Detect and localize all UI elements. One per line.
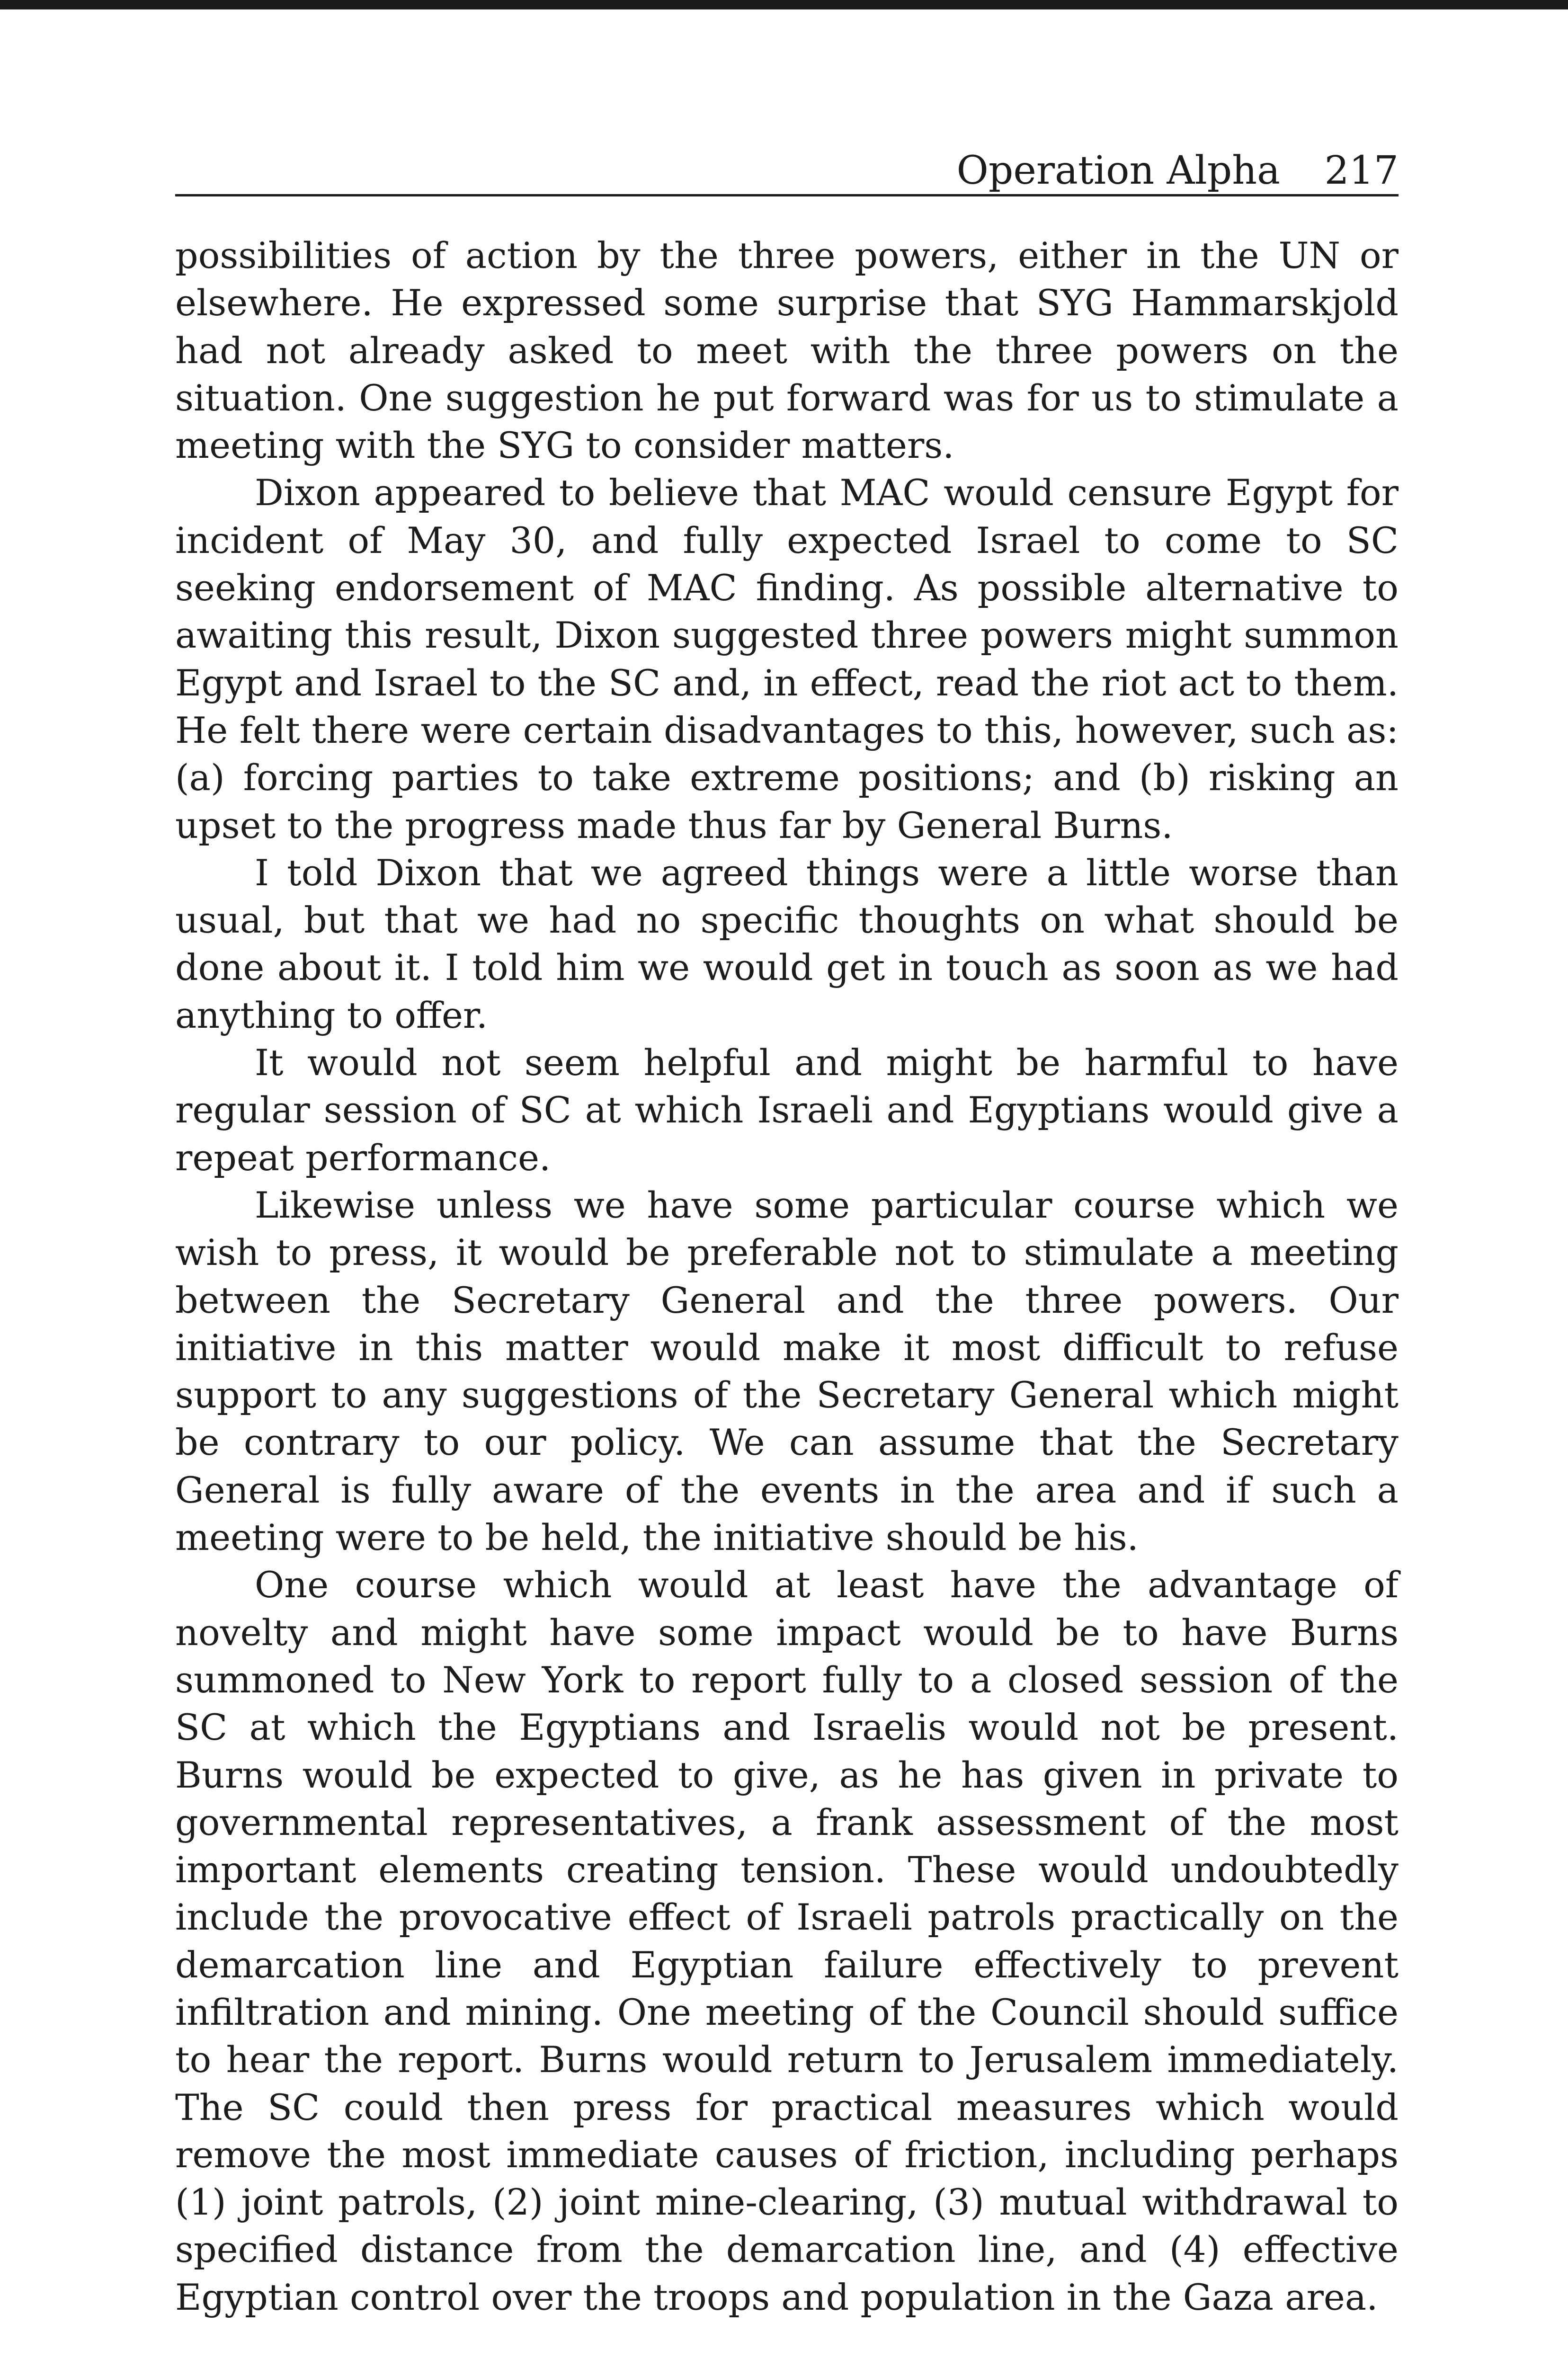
body-text <box>175 232 1399 2321</box>
paragraph: possibilities of action by the three powers, either in the UN or elsewhere. He expressed some surprise that SYG Hammarskjold had not already asked to meet with the three powers on the situation. One suggestion he put forward was for us to stimulate a meeting with the SYG to consider matters. <box>175 234 1399 467</box>
paragraph: Likewise unless we have some particular course which we wish to press, it would be preferable not to stimulate a meeting between the Secretary General and the three powers. Our initiative in this matter would make it most difficult to refuse support to any suggestions of the Secretary General which might be contrary to our policy. We can assume that the Secretary General is fully aware of the events in the area and if such a meeting were to be held, the initiative should be his. <box>175 1184 1399 1559</box>
scan-top-edge <box>0 0 1568 9</box>
paragraph: It would not seem helpful and might be harmful to have regular session of SC at which Israeli and Egyptians would give a repeat performance. <box>175 1041 1399 1179</box>
page-number: 217 <box>1324 148 1399 193</box>
paragraph: One course which would at least have the advantage of novelty and might have some impact would be to have Burns summoned to New York to report fully to a closed session of the SC at which the Egyptians and Israelis would not be present. Burns would be expected to give, as he has given in private to governmental representatives, a frank assessment of the most important elements creating tension. These would undoubtedly include the provocative effect of Israeli patrols practically on the demarcation line and Egyptian failure effectively to prevent infiltration and mining. One meeting of the Council should suffice to hear the report. Burns would return to Jerusalem immediately. The SC could then press for practical measures which would remove the most immediate causes of friction, including perhaps (1) joint patrols, (2) joint mine-clearing, (3) mutual withdrawal to specified distance from the demarcation line, and (4) effective Egyptian control over the troops and population in the Gaza area. <box>175 1564 1399 2318</box>
paragraph: I told Dixon that we agreed things were a little worse than usual, but that we had no specific thoughts on what should be done about it. I told him we would get in touch as soon as we had anything to offer. <box>175 851 1399 1036</box>
running-header <box>175 142 1399 196</box>
running-title: Operation Alpha <box>956 148 1280 193</box>
paragraph: Dixon appeared to believe that MAC would censure Egypt for incident of May 30, and fully expected Israel to come to SC seeking endorsement of MAC finding. As possible alternative to awaiting this result, Dixon suggested three powers might summon Egypt and Israel to the SC and, in effect, read the riot act to them. He felt there were certain disadvantages to this, however, such as: (a) forcing parties to take extreme positions; and (b) risking an upset to the progress made thus far by General Burns. <box>175 472 1399 846</box>
